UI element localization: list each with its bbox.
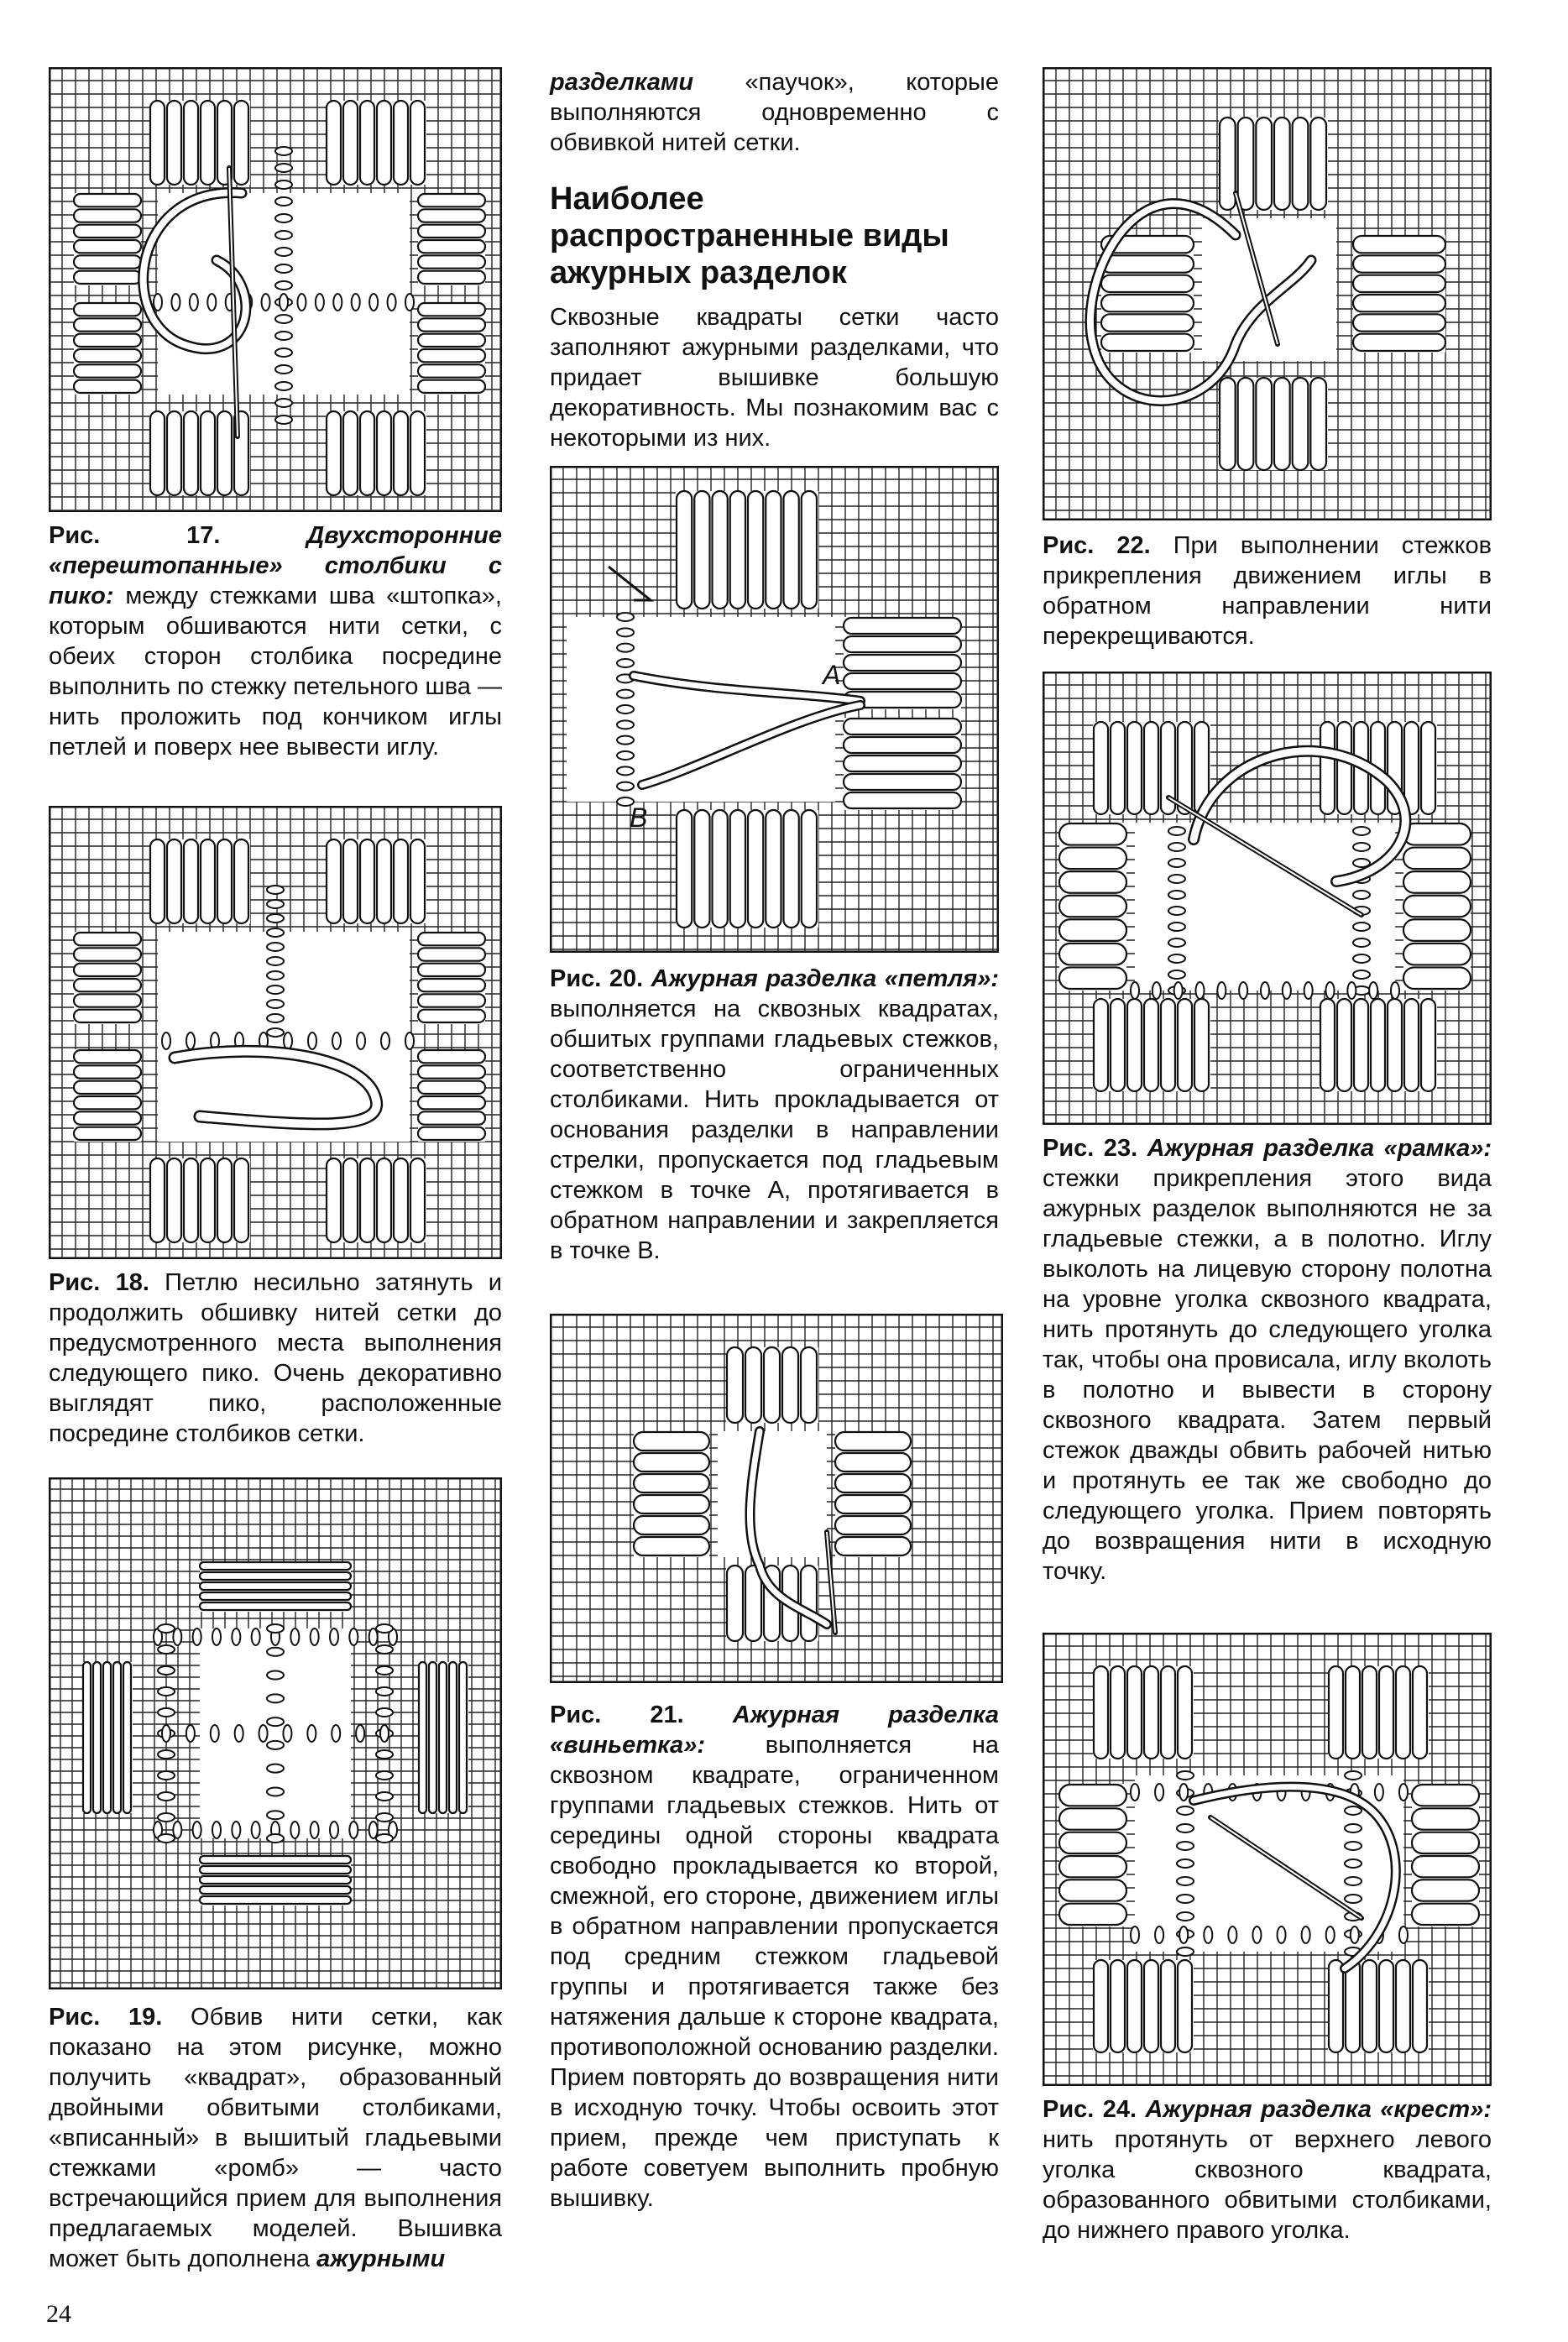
point-a-label: A bbox=[823, 660, 841, 690]
figure-18-illustration bbox=[49, 806, 502, 1259]
figure-17-caption bbox=[49, 520, 502, 762]
page-number: 24 bbox=[46, 2300, 71, 2328]
figure-23-caption bbox=[1043, 1133, 1492, 1587]
figure-23-illustration bbox=[1043, 672, 1492, 1125]
figure-21-title: Ажурная разделка «виньетка»: bbox=[550, 1702, 999, 1759]
figure-17-drawing bbox=[49, 67, 502, 512]
figure-20-label: Рис. 20. bbox=[550, 965, 644, 992]
figure-21-drawing bbox=[550, 1314, 1003, 1683]
column2-intro-emphasis: разделками bbox=[550, 69, 694, 96]
figure-19-illustration bbox=[49, 1477, 502, 1989]
figure-21-text: выполняется на сквозном квадрате, ограниченном группами гладьевых стежков. Нить от середины одной стороны квадрата свободно прокладывается ко второй, смежной, его стороне, движением иглы в обратном направлении пропускается под средним стежком гладьевой группы и протягивается также без натяжения дальше к стороне квадрата, противоположной основанию разделки. Прием повторять до возвращения нити в исходную точку. Чтобы освоить этот прием, прежде чем приступать к работе советуем выполнить пробную вышивку. bbox=[550, 1732, 999, 2212]
figure-20-caption bbox=[550, 964, 999, 1266]
figure-19-text: Обвив нити сетки, как показано на этом рисунке, можно получить «квадрат», образованный двойными обвитыми столбиками, «вписанный» в вышитый гладьевыми стежками «ромб» — часто встречающийся прием для выполнения предлагаемых моделей. Вышивка может быть дополнена bbox=[49, 2004, 502, 2272]
figure-20-text: выполняется на сквозных квадратах, обшитых группами гладьевых стежков, соответственно ограниченных столбиками. Нить прокладывается от основания разделки в направлении стрелки, пропускается под гладьевым стежком в точке А, протягивается в обратном направлении и закрепляется в точке В. bbox=[550, 996, 999, 1264]
figure-18-drawing bbox=[49, 806, 502, 1259]
figure-23-text: стежки прикрепления этого вида ажурных разделок выполняются не за гладьевые стежки, а в полотно. Иглу выколоть на лицевую сторону полотна на уровне уголка сквозного квадрата, нить протянуть до следующего уголка так, чтобы она провисала, иглу вколоть в полотно и вывести в сторону сквозного квадрата. Затем первый стежок дважды обвить рабочей нитью и протянуть ее так же свободно до следующего уголка. Прием повторять до возвращения нити в исходную точку. bbox=[1043, 1165, 1492, 1585]
figure-23-label: Рис. 23. bbox=[1043, 1135, 1138, 1162]
figure-24-caption bbox=[1043, 2094, 1492, 2245]
section-body: Сквозные квадраты сетки часто заполняют ажурными разделками, что придает вышивке большую декоративность. Мы познакомим вас с некоторыми из них. bbox=[550, 304, 999, 452]
figure-22-label: Рис. 22. bbox=[1043, 532, 1151, 559]
figure-22-illustration bbox=[1043, 67, 1492, 520]
figure-22-drawing bbox=[1043, 67, 1492, 520]
figure-18-caption bbox=[49, 1268, 502, 1449]
figure-19-caption bbox=[49, 2002, 502, 2274]
figure-23-title: Ажурная разделка «рамка»: bbox=[1147, 1135, 1492, 1162]
figure-24-text: нить протянуть от верхнего левого уголка сквозного квадрата, образованного обвитыми столбиками, до нижнего правого уголка. bbox=[1043, 2126, 1492, 2244]
figure-17-illustration bbox=[49, 67, 502, 512]
figure-21-illustration bbox=[550, 1314, 1003, 1683]
figure-18-text: Петлю несильно затянуть и продолжить обшивку нитей сетки до предусмотренного места выполнения следующего пико. Очень декоративно выглядят пико, расположенные посредине столбиков сетки. bbox=[49, 1269, 502, 1447]
figure-19-label: Рис. 19. bbox=[49, 2004, 163, 2031]
figure-18-label: Рис. 18. bbox=[49, 1269, 149, 1296]
point-b-label: B bbox=[630, 802, 648, 833]
figure-21-label: Рис. 21. bbox=[550, 1702, 684, 1728]
figure-24-drawing bbox=[1043, 1633, 1492, 2086]
figure-21-caption bbox=[550, 1700, 999, 2214]
figure-22-text: При выполнении стежков прикрепления движением иглы в обратном направлении нити перекрещиваются. bbox=[1043, 532, 1492, 650]
figure-20-drawing bbox=[550, 466, 999, 953]
figure-17-label: Рис. 17. bbox=[49, 522, 221, 549]
figure-20-title: Ажурная разделка «петля»: bbox=[651, 965, 999, 992]
figure-17-title: Двухсторонние «перештопанные» столбики с пико: bbox=[49, 522, 502, 609]
section-heading: Наиболее распространенные виды ажурных разделок bbox=[550, 181, 949, 290]
column2-intro bbox=[550, 67, 999, 158]
figure-22-caption bbox=[1043, 531, 1492, 651]
figure-20-illustration bbox=[550, 466, 999, 953]
figure-24-illustration bbox=[1043, 1633, 1492, 2086]
column2-intro-text: «паучок», которые выполняются одновременно с обвивкой нитей сетки. bbox=[550, 69, 999, 156]
figure-17-text: между стежками шва «штопка», которым обшиваются нити сетки, с обеих сторон столбика посредине выполнить по стежку петельного шва — нить проложить под кончиком иглы петлей и поверх нее вывести иглу. bbox=[49, 583, 502, 761]
figure-24-label: Рис. 24. bbox=[1043, 2096, 1137, 2123]
figure-19-drawing bbox=[49, 1477, 502, 1989]
figure-24-title: Ажурная разделка «крест»: bbox=[1145, 2096, 1492, 2123]
figure-23-drawing bbox=[1043, 672, 1492, 1125]
figure-19-emphasis: ажурными bbox=[316, 2245, 446, 2272]
